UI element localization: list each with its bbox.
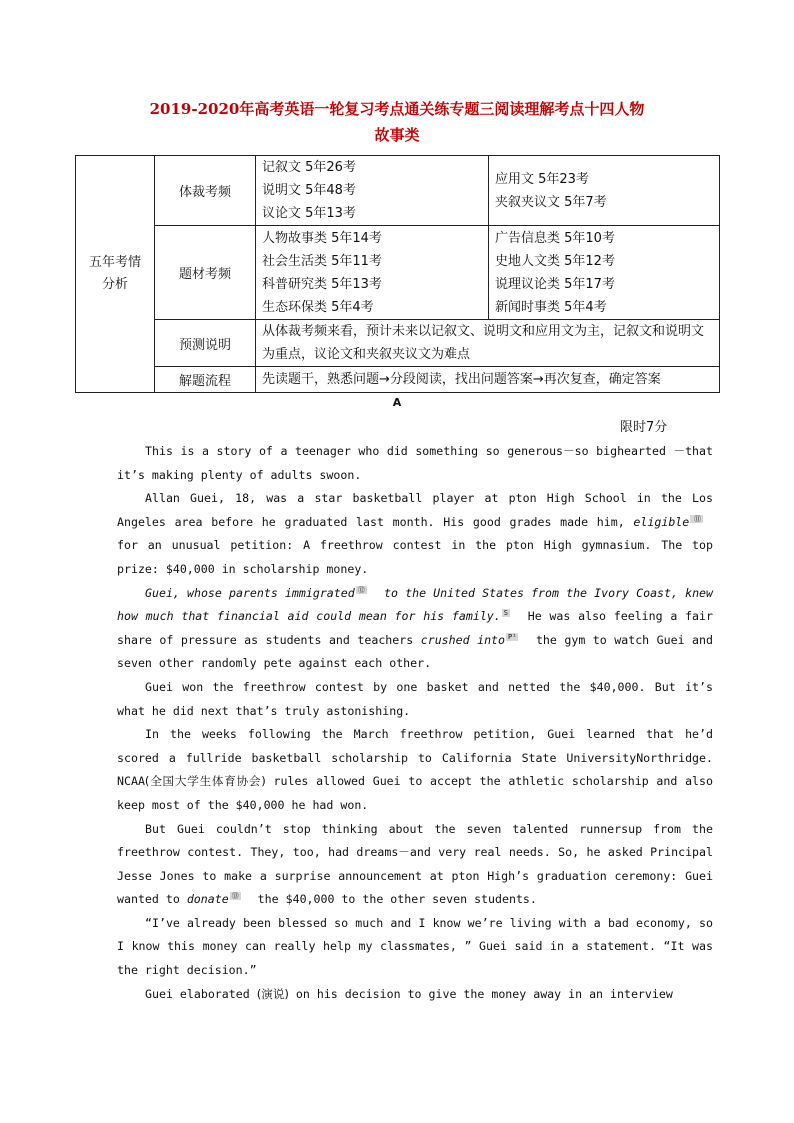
text-run: on his decision to give the money away in an interview [288,986,673,1001]
paragraph-4: Guei won the freethrow contest by one basket and netted the $40,000. But it’s what he did next that’s truly astonishing. [117,679,713,718]
text-run: for an unusual petition: A freethrow contest in the pton High gymnasium. The top prize: $40,000 in scholarship money. [117,538,713,576]
topic-item: 史地人文类 5年12考 [495,253,615,269]
gloss-marker: P¹ [508,632,517,641]
gloss-marker: ⑪ [692,514,702,523]
annotated-sentence: to the United States from the Ivory Coast, knew how much that financial aid could mean for his family. [117,585,714,624]
paragraph-1: This is a story of a teenager who did something so generous－so bighearted －that it’s making plenty of adults swoon. [117,444,713,482]
text-run: the gym to watch Guei and seven other randomly pete against each other. [117,632,714,671]
paragraph-2 [117,487,713,581]
genre-item: 应用文 5年23考 [495,171,589,187]
genre-item: 议论文 5年13考 [262,206,356,221]
paragraph-6 [117,818,713,912]
topic-item: 广告信息类 5年10考 [495,230,615,246]
genre-label: 体裁考频 [155,156,256,226]
topic-left-cell [256,226,489,320]
topic-right-cell [489,226,720,320]
topic-item: 科普研究类 5年13考 [262,276,382,292]
five-year-analysis-cell [76,156,155,393]
annotated-word: eligible [633,514,690,529]
gloss-marker: ⑬ [231,892,239,901]
section-letter: A [392,396,402,409]
paragraph-3 [117,582,713,676]
process-label: 解题流程 [155,367,256,393]
paragraph-8 [117,983,713,1007]
gloss-marker: S [503,609,508,618]
time-limit: 限时7分 [620,420,668,435]
predict-label: 预测说明 [155,320,256,367]
text-run: rules allowed Guei to accept the athletic scholarship and also keep most of the $40,000 he had won. [117,774,713,812]
annotated-sentence: Guei, whose parents immigrated [145,585,355,600]
chinese-gloss: (演说) [256,986,289,1001]
genre-item: 夹叙夹议文 5年7考 [495,194,607,210]
reading-passage [117,440,713,1006]
topic-item: 生态环保类 5年4考 [262,299,374,315]
title-line-1: 2019-2020年高考英语一轮复习考点通关练专题三阅读理解考点十四人物 [149,100,645,118]
topic-item: 社会生活类 5年11考 [262,253,382,269]
genre-right-cell [489,156,720,226]
gloss-marker: ⑫ [357,585,365,594]
predict-text: 从体裁考频来看，预计未来以记叙文、说明文和应用文为主，记叙文和说明文为重点，议论文和夹叙夹议文为难点 [256,320,720,367]
paragraph-5 [117,723,713,817]
genre-item: 记叙文 5年26考 [262,160,356,175]
text-run: Guei elaborated [145,986,257,1001]
left-label-line-1: 五年考情 [88,255,141,270]
annotated-word: donate [186,892,229,907]
genre-left-cell [256,156,489,226]
annotated-word: crushed into [420,632,506,647]
exam-frequency-table [75,155,720,393]
text-run: He was also feeling a fair share of pressure as students and teachers [117,609,714,647]
genre-item: 说明文 5年48考 [262,183,356,198]
chinese-gloss: (全国大学生体育协会) [144,774,266,789]
topic-item: 新闻时事类 5年4考 [495,299,607,315]
document-title [0,96,794,148]
text-run: Allan Guei, 18, was a star basketball player at pton High School in the Los Angeles area before he graduated last month. His good grades made him, [117,491,713,529]
left-label-line-2: 分析 [101,277,128,292]
topic-label: 题材考频 [155,226,256,320]
topic-item: 人物故事类 5年14考 [262,230,382,246]
text-run: In the weeks following the March freethrow petition, Guei learned that he’d scored a fullride basketball scholarship to California State UniversityNorthridge. NCAA [117,727,713,789]
text-run: But Guei couldn’t stop thinking about the seven talented runnersup from the freethrow contest. They, too, had dreams－and very real needs. So, he asked Principal Jesse Jones to make a surprise announcement at pton High’s graduation ceremony: Guei wanted to [117,821,713,907]
process-text: 先读题干，熟悉问题→分段阅读，找出问题答案→再次复查，确定答案 [256,367,720,393]
paragraph-7: “I’ve already been blessed so much and I know we’re living with a bad economy, so I know this money can really help my classmates, ” Guei said in a statement. “It was the right decision.” [117,915,713,978]
title-line-2: 故事类 [374,126,420,144]
topic-item: 说理议论类 5年17考 [495,276,615,292]
text-run: the $40,000 to the other seven students. [250,892,537,907]
